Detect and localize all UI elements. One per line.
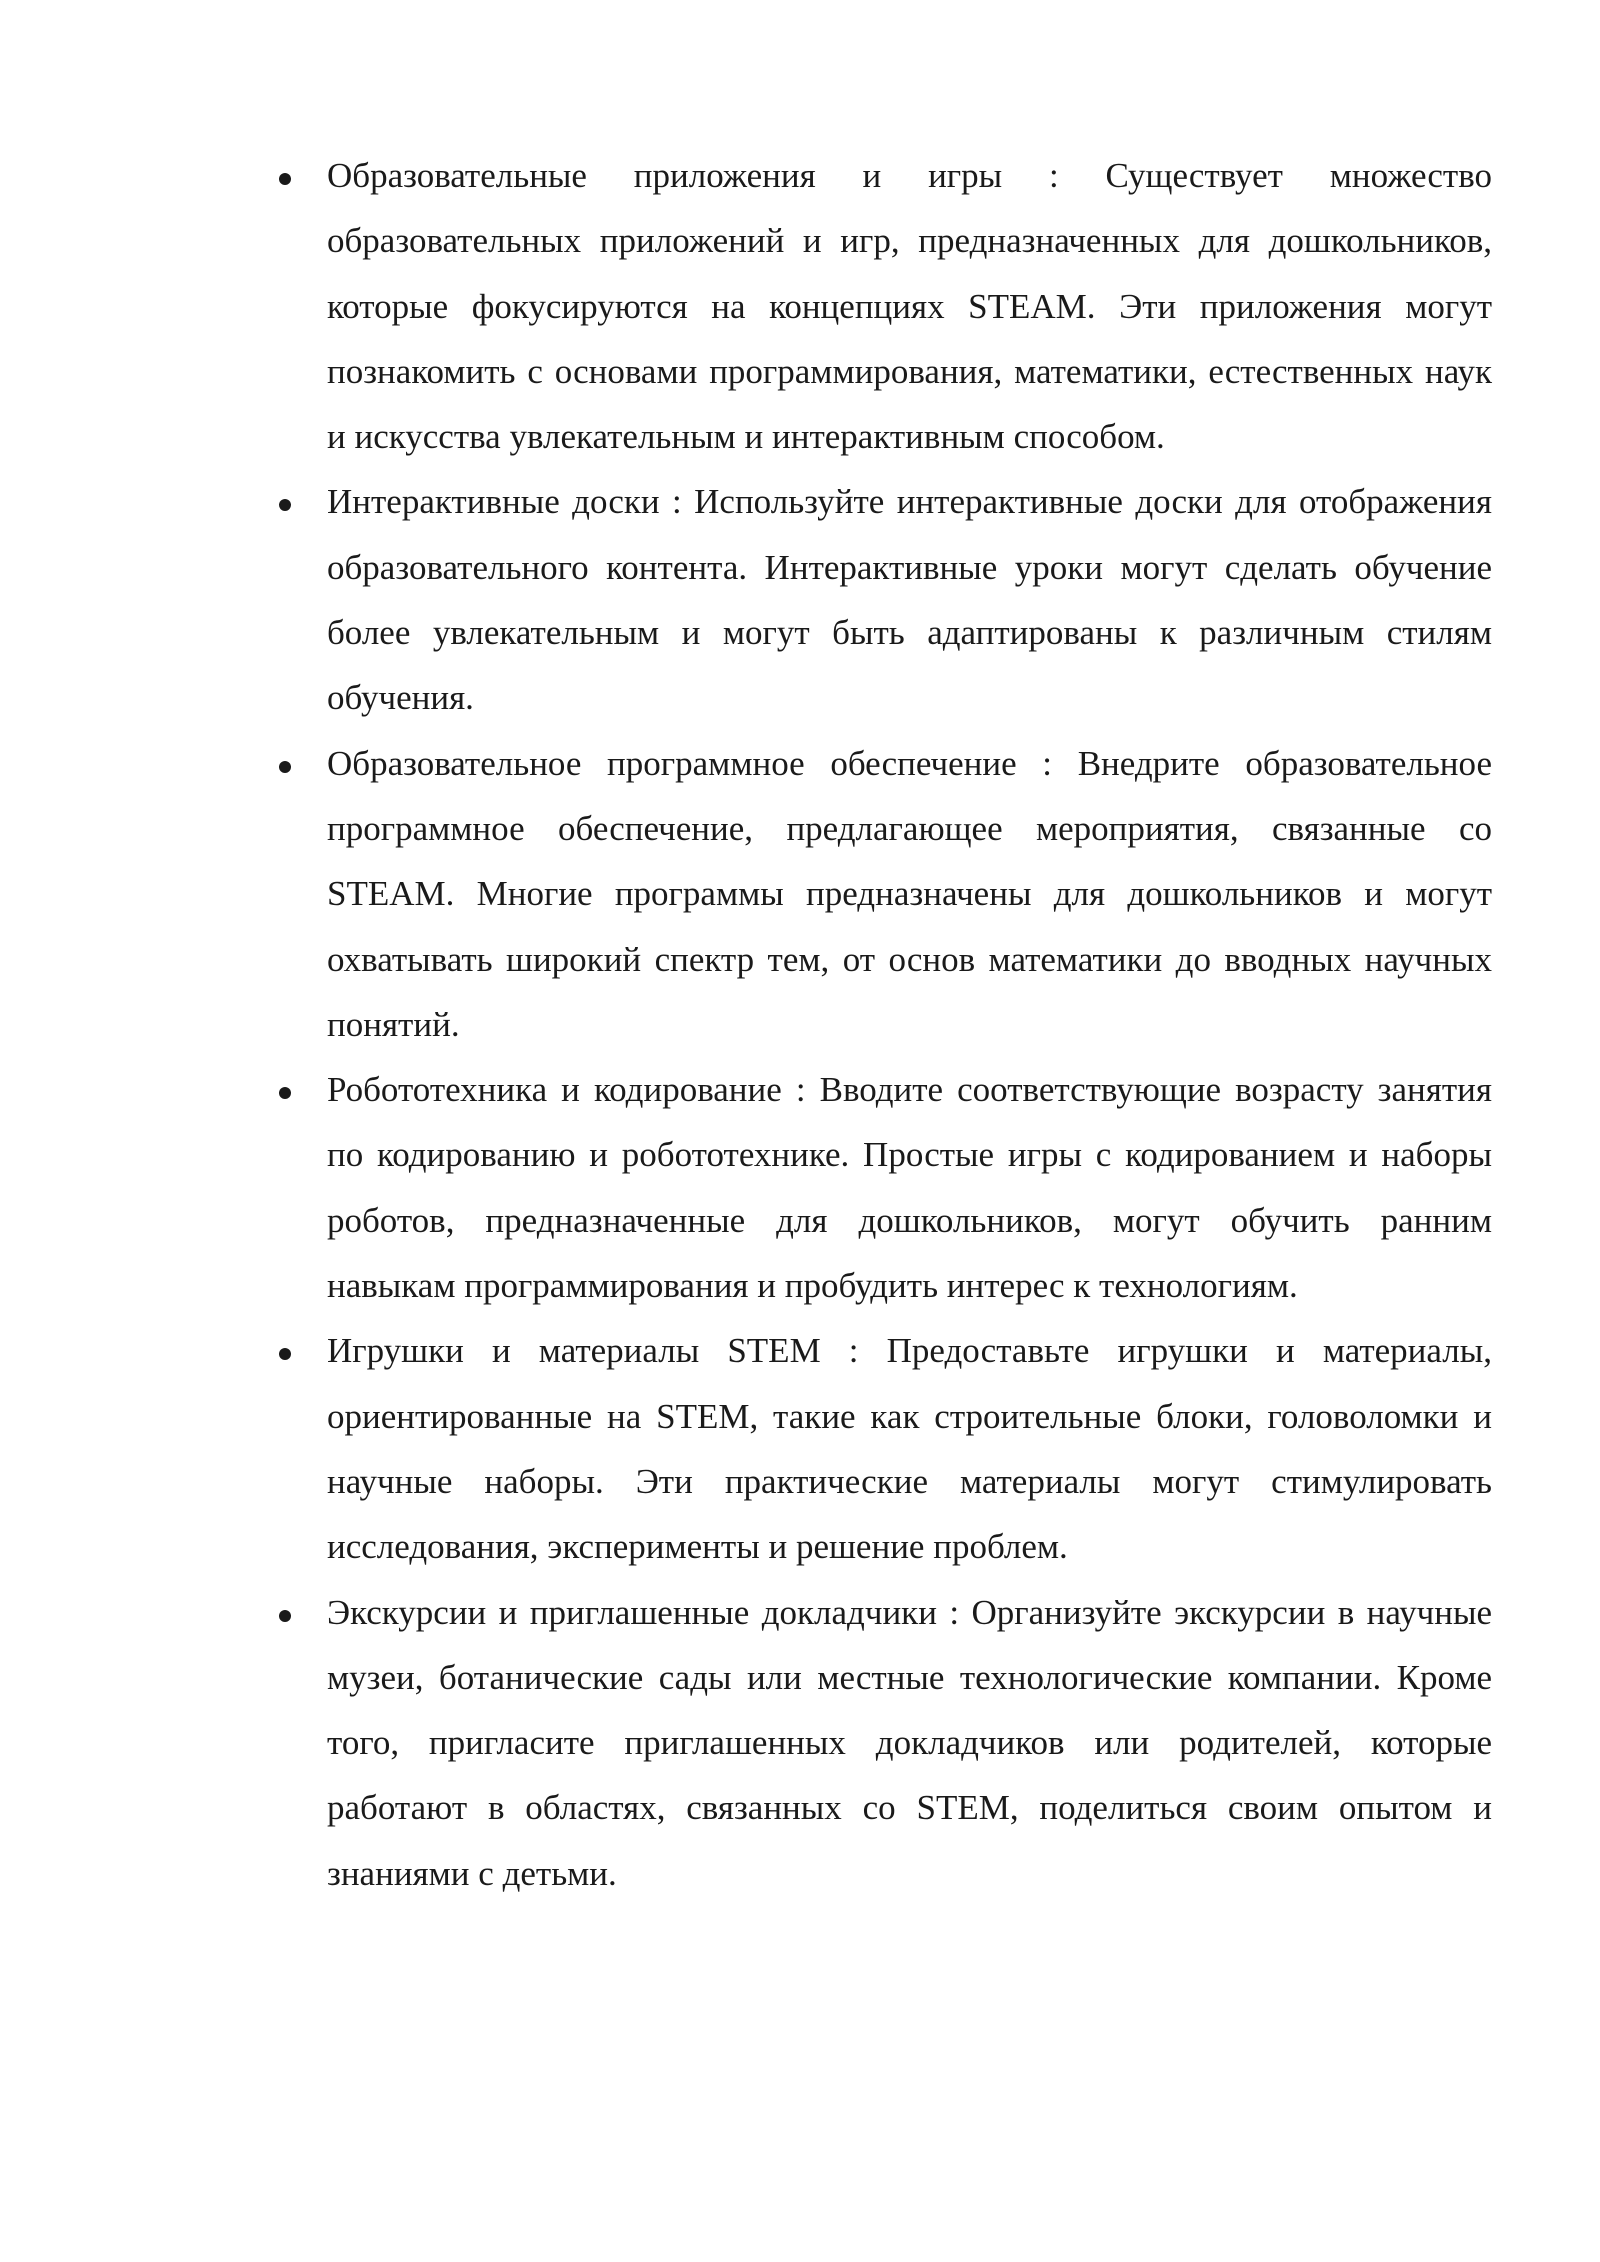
bullet-dot-icon <box>279 1087 291 1099</box>
bullet-text: Образовательные приложения и игры : Существует множество образовательных приложений и игр, предназначенных для дошкольников, которые фокусируются на концепциях STEAM. Эти приложения могут познакомить с основами программирования, математики, естественных наук и искусства увлекательным и интерактивным способом. <box>327 156 1492 457</box>
bullet-text: Робототехника и кодирование : Вводите соответствующие возрасту занятия по кодированию и робототехнике. Простые игры с кодированием и наборы роботов, предназначенные для дошкольников, могут обучить ранним навыкам программирования и пробудить интерес к технологиям. <box>327 1070 1492 1306</box>
bullet-dot-icon <box>279 499 291 511</box>
bullet-dot-icon <box>279 1610 291 1622</box>
bullet-dot-icon <box>279 173 291 185</box>
bullet-text: Образовательное программное обеспечение : Внедрите образовательное программное обеспечение, предлагающее мероприятия, связанные со STEAM. Многие программы предназначены для дошкольников и могут охватывать широкий спектр тем, от основ математики до вводных научных понятий. <box>327 743 1492 1044</box>
list-item <box>270 143 1492 469</box>
list-item <box>270 1057 1492 1318</box>
bullet-text: Игрушки и материалы STEM : Предоставьте игрушки и материалы, ориентированные на STEM, такие как строительные блоки, головоломки и научные наборы. Эти практические материалы могут стимулировать исследования, эксперименты и решение проблем. <box>327 1331 1492 1567</box>
bullet-text: Экскурсии и приглашенные докладчики : Организуйте экскурсии в научные музеи, ботанические сады или местные технологические компании. Кроме того, пригласите приглашенных докладчиков или родителей, которые работают в областях, связанных со STEM, поделиться своим опытом и знаниями с детьми. <box>327 1592 1492 1893</box>
bullet-list <box>270 143 1492 1906</box>
list-item <box>270 731 1492 1057</box>
list-item <box>270 1580 1492 1906</box>
bullet-dot-icon <box>279 761 291 773</box>
bullet-dot-icon <box>279 1348 291 1360</box>
list-item <box>270 1318 1492 1579</box>
list-item <box>270 469 1492 730</box>
bullet-text: Интерактивные доски : Используйте интерактивные доски для отображения образовательного контента. Интерактивные уроки могут сделать обучение более увлекательным и могут быть адаптированы к различным стилям обучения. <box>327 482 1492 718</box>
